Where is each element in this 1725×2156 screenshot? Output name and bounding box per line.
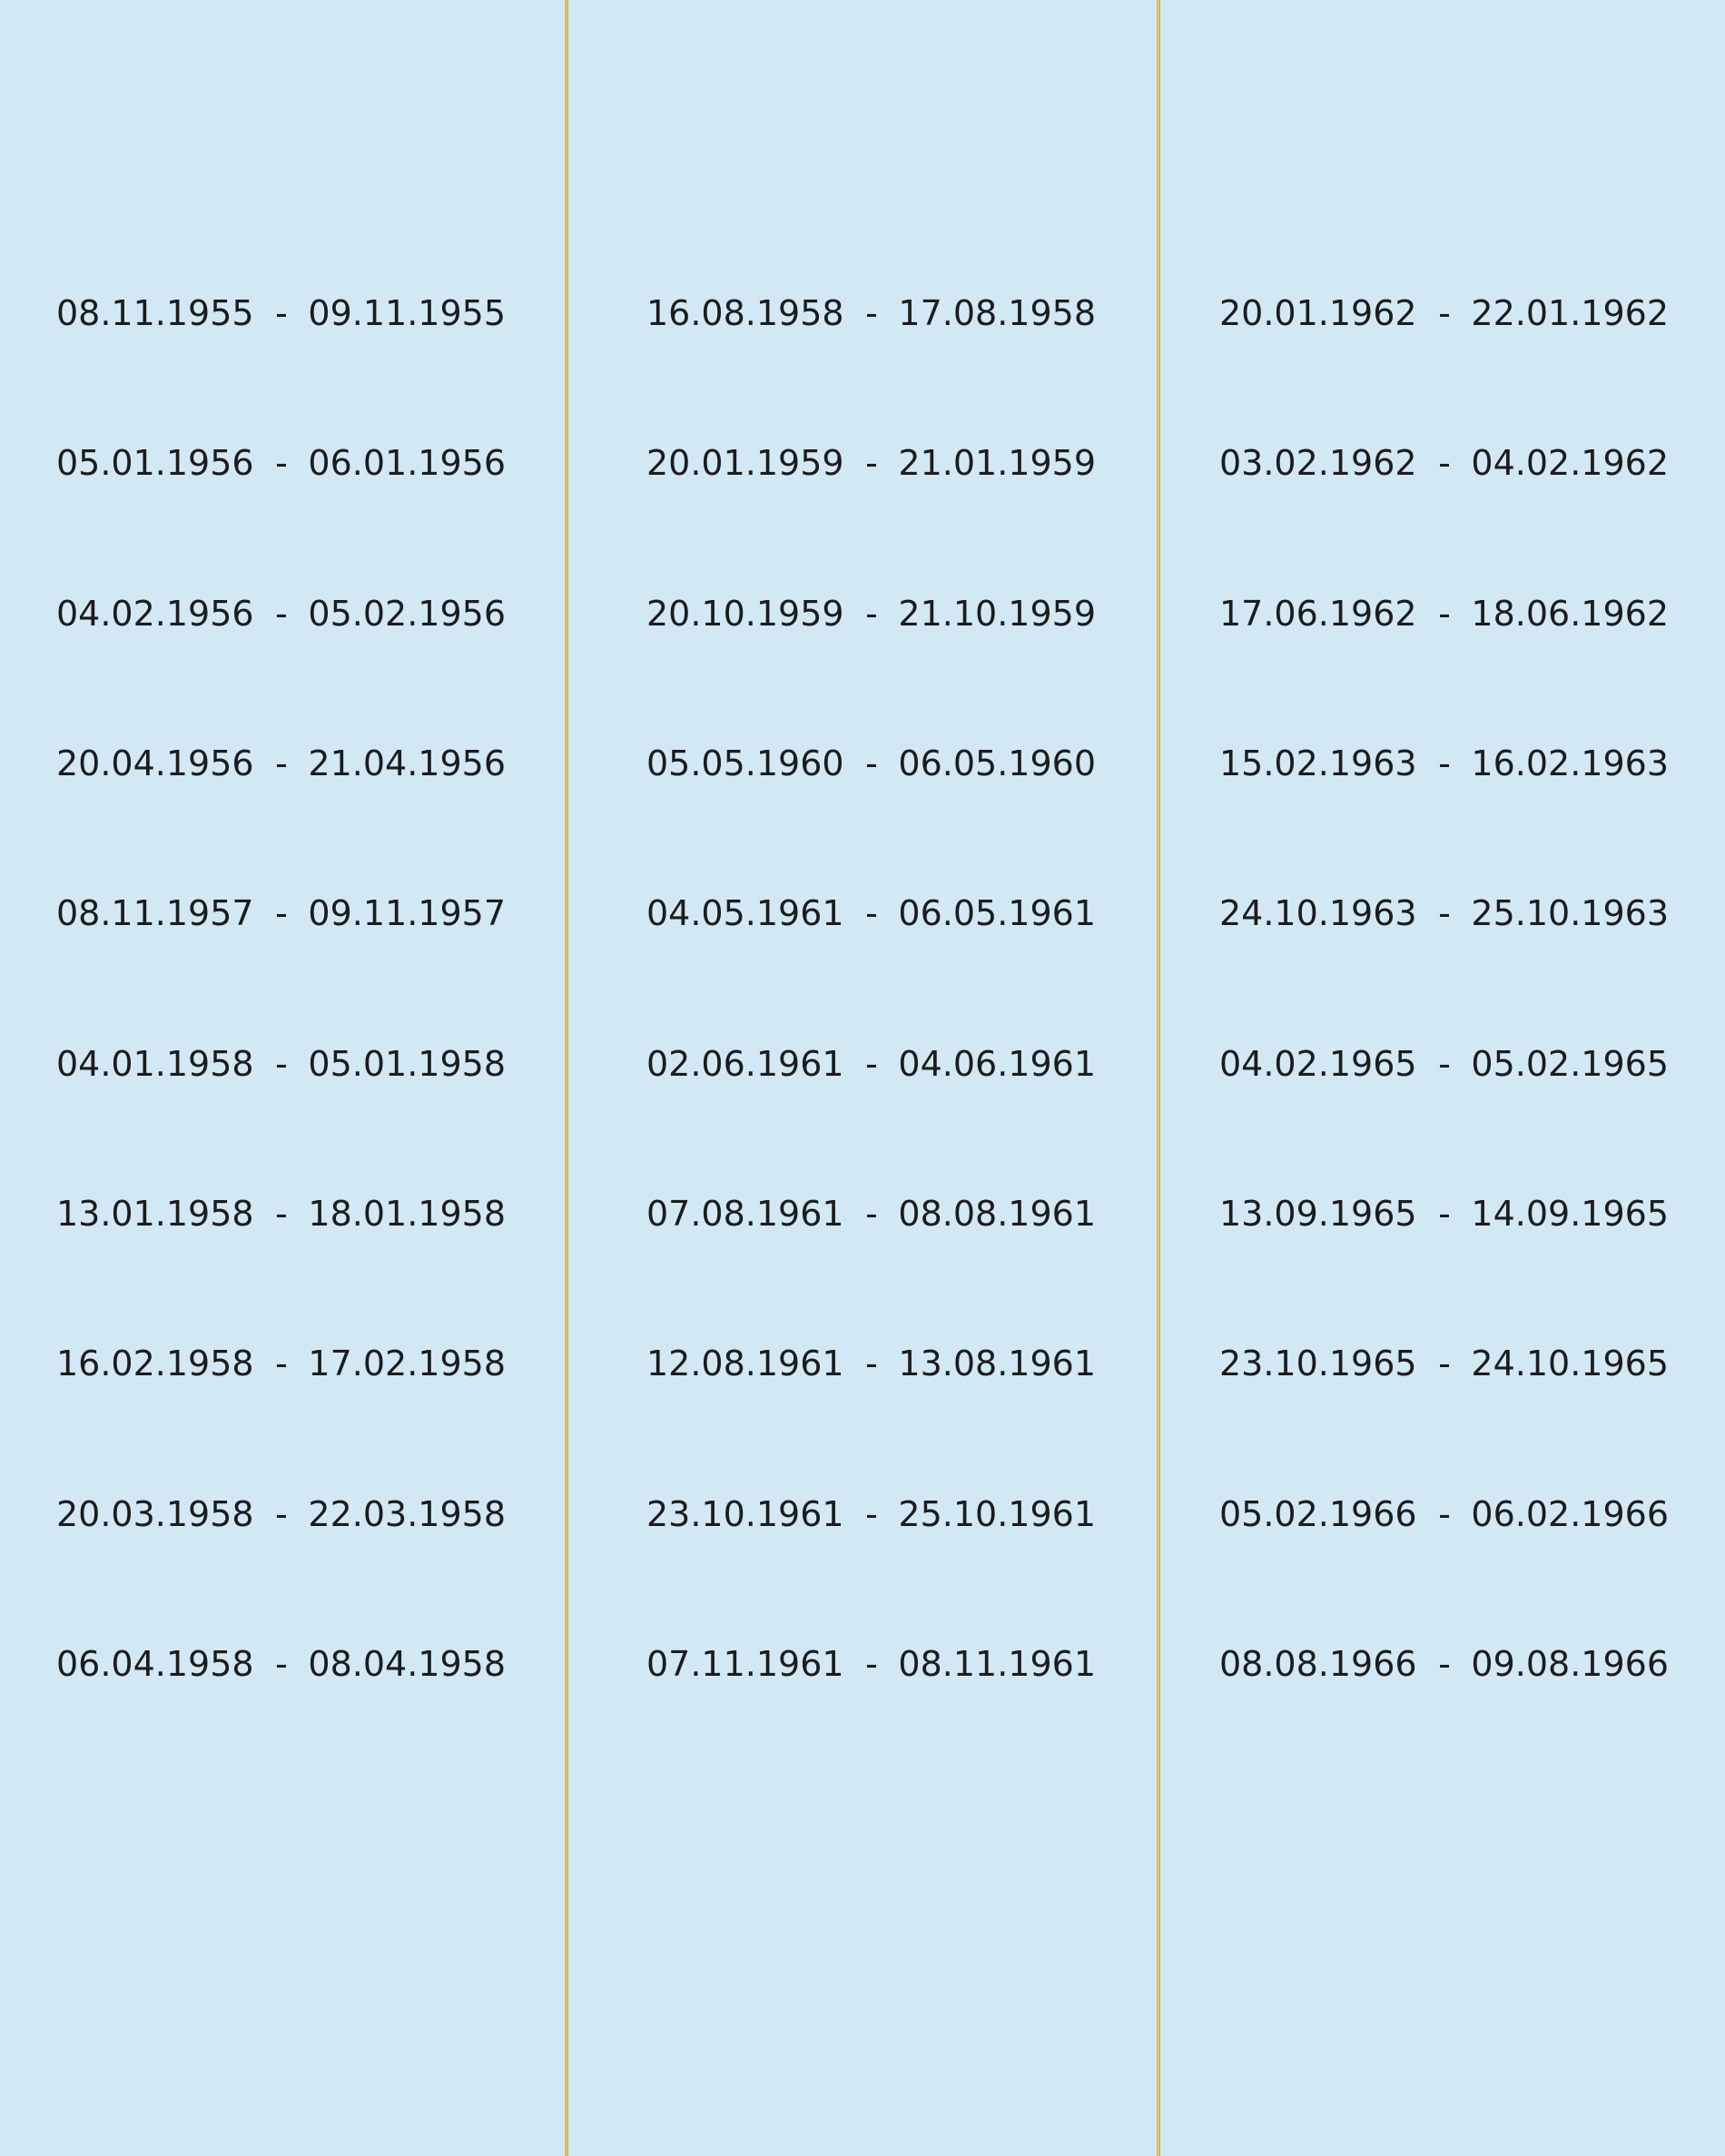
end-date: 09.11.1955 bbox=[308, 293, 506, 333]
range-separator: - bbox=[275, 443, 288, 483]
range-separator: - bbox=[865, 1044, 878, 1084]
start-date: 04.01.1958 bbox=[56, 1044, 254, 1084]
end-date: 21.10.1959 bbox=[898, 594, 1096, 634]
range-separator: - bbox=[275, 1344, 288, 1383]
range-separator: - bbox=[1438, 1344, 1451, 1383]
range-separator: - bbox=[275, 594, 288, 634]
date-range-row bbox=[646, 1637, 1096, 1691]
end-date: 18.01.1958 bbox=[308, 1194, 506, 1234]
start-date: 12.08.1961 bbox=[646, 1344, 844, 1383]
range-separator: - bbox=[1438, 594, 1451, 634]
start-date: 08.08.1966 bbox=[1219, 1644, 1417, 1684]
column-divider-1 bbox=[565, 0, 568, 2156]
end-date: 25.10.1961 bbox=[898, 1494, 1096, 1534]
end-date: 21.01.1959 bbox=[898, 443, 1096, 483]
end-date: 04.02.1962 bbox=[1471, 443, 1669, 483]
end-date: 17.02.1958 bbox=[308, 1344, 506, 1383]
date-range-row bbox=[1219, 1487, 1669, 1541]
date-range-row bbox=[56, 436, 506, 490]
end-date: 05.01.1958 bbox=[308, 1044, 506, 1084]
date-range-row bbox=[646, 1336, 1096, 1391]
date-range-row bbox=[1219, 886, 1669, 940]
range-separator: - bbox=[865, 1494, 878, 1534]
range-separator: - bbox=[865, 1344, 878, 1383]
date-range-row bbox=[646, 886, 1096, 940]
range-separator: - bbox=[275, 1044, 288, 1084]
date-range-row bbox=[56, 1186, 506, 1241]
end-date: 06.05.1960 bbox=[898, 743, 1096, 783]
end-date: 22.03.1958 bbox=[308, 1494, 506, 1534]
date-range-row bbox=[646, 286, 1096, 340]
range-separator: - bbox=[275, 743, 288, 783]
start-date: 07.08.1961 bbox=[646, 1194, 844, 1234]
end-date: 06.05.1961 bbox=[898, 893, 1096, 933]
start-date: 08.11.1955 bbox=[56, 293, 254, 333]
date-range-row bbox=[646, 436, 1096, 490]
date-range-row bbox=[56, 586, 506, 641]
end-date: 06.02.1966 bbox=[1471, 1494, 1669, 1534]
end-date: 08.08.1961 bbox=[898, 1194, 1096, 1234]
date-range-row bbox=[646, 1186, 1096, 1241]
start-date: 03.02.1962 bbox=[1219, 443, 1417, 483]
end-date: 21.04.1956 bbox=[308, 743, 506, 783]
start-date: 02.06.1961 bbox=[646, 1044, 844, 1084]
date-range-row bbox=[646, 1037, 1096, 1091]
end-date: 05.02.1956 bbox=[308, 594, 506, 634]
start-date: 06.04.1958 bbox=[56, 1644, 254, 1684]
range-separator: - bbox=[865, 893, 878, 933]
date-range-row bbox=[1219, 1637, 1669, 1691]
start-date: 05.05.1960 bbox=[646, 743, 844, 783]
date-range-row bbox=[1219, 1037, 1669, 1091]
date-range-row bbox=[56, 286, 506, 340]
date-range-row bbox=[1219, 1186, 1669, 1241]
range-separator: - bbox=[1438, 1644, 1451, 1684]
date-column-3 bbox=[1219, 0, 1669, 2156]
range-separator: - bbox=[1438, 893, 1451, 933]
date-range-row bbox=[56, 1336, 506, 1391]
range-separator: - bbox=[865, 594, 878, 634]
date-range-row bbox=[1219, 736, 1669, 791]
end-date: 13.08.1961 bbox=[898, 1344, 1096, 1383]
end-date: 16.02.1963 bbox=[1471, 743, 1669, 783]
range-separator: - bbox=[865, 743, 878, 783]
start-date: 07.11.1961 bbox=[646, 1644, 844, 1684]
start-date: 16.08.1958 bbox=[646, 293, 844, 333]
start-date: 20.01.1962 bbox=[1219, 293, 1417, 333]
range-separator: - bbox=[275, 1644, 288, 1684]
date-range-row bbox=[646, 736, 1096, 791]
start-date: 24.10.1963 bbox=[1219, 893, 1417, 933]
range-separator: - bbox=[1438, 1044, 1451, 1084]
column-divider-2 bbox=[1157, 0, 1160, 2156]
range-separator: - bbox=[275, 893, 288, 933]
start-date: 05.01.1956 bbox=[56, 443, 254, 483]
date-range-row bbox=[56, 886, 506, 940]
date-range-row bbox=[56, 1037, 506, 1091]
range-separator: - bbox=[1438, 293, 1451, 333]
end-date: 06.01.1956 bbox=[308, 443, 506, 483]
start-date: 04.02.1956 bbox=[56, 594, 254, 634]
start-date: 04.02.1965 bbox=[1219, 1044, 1417, 1084]
end-date: 09.08.1966 bbox=[1471, 1644, 1669, 1684]
start-date: 20.04.1956 bbox=[56, 743, 254, 783]
end-date: 24.10.1965 bbox=[1471, 1344, 1669, 1383]
end-date: 17.08.1958 bbox=[898, 293, 1096, 333]
date-range-row bbox=[56, 1637, 506, 1691]
end-date: 18.06.1962 bbox=[1471, 594, 1669, 634]
range-separator: - bbox=[1438, 1194, 1451, 1234]
start-date: 20.03.1958 bbox=[56, 1494, 254, 1534]
range-separator: - bbox=[865, 293, 878, 333]
range-separator: - bbox=[865, 1194, 878, 1234]
date-column-1 bbox=[56, 0, 506, 2156]
range-separator: - bbox=[275, 1494, 288, 1534]
end-date: 25.10.1963 bbox=[1471, 893, 1669, 933]
date-range-row bbox=[56, 1487, 506, 1541]
end-date: 08.11.1961 bbox=[898, 1644, 1096, 1684]
range-separator: - bbox=[275, 1194, 288, 1234]
end-date: 05.02.1965 bbox=[1471, 1044, 1669, 1084]
range-separator: - bbox=[865, 1644, 878, 1684]
start-date: 13.01.1958 bbox=[56, 1194, 254, 1234]
end-date: 22.01.1962 bbox=[1471, 293, 1669, 333]
date-range-row bbox=[1219, 1336, 1669, 1391]
date-range-row bbox=[1219, 436, 1669, 490]
range-separator: - bbox=[1438, 1494, 1451, 1534]
range-separator: - bbox=[275, 293, 288, 333]
start-date: 17.06.1962 bbox=[1219, 594, 1417, 634]
end-date: 04.06.1961 bbox=[898, 1044, 1096, 1084]
end-date: 09.11.1957 bbox=[308, 893, 506, 933]
range-separator: - bbox=[865, 443, 878, 483]
date-column-2 bbox=[646, 0, 1096, 2156]
date-range-row bbox=[646, 586, 1096, 641]
range-separator: - bbox=[1438, 743, 1451, 783]
date-range-row bbox=[56, 736, 506, 791]
start-date: 16.02.1958 bbox=[56, 1344, 254, 1383]
date-range-row bbox=[646, 1487, 1096, 1541]
date-range-row bbox=[1219, 586, 1669, 641]
start-date: 15.02.1963 bbox=[1219, 743, 1417, 783]
range-separator: - bbox=[1438, 443, 1451, 483]
start-date: 05.02.1966 bbox=[1219, 1494, 1417, 1534]
start-date: 23.10.1965 bbox=[1219, 1344, 1417, 1383]
start-date: 20.01.1959 bbox=[646, 443, 844, 483]
date-range-row bbox=[1219, 286, 1669, 340]
start-date: 08.11.1957 bbox=[56, 893, 254, 933]
start-date: 04.05.1961 bbox=[646, 893, 844, 933]
end-date: 08.04.1958 bbox=[308, 1644, 506, 1684]
start-date: 23.10.1961 bbox=[646, 1494, 844, 1534]
start-date: 13.09.1965 bbox=[1219, 1194, 1417, 1234]
end-date: 14.09.1965 bbox=[1471, 1194, 1669, 1234]
start-date: 20.10.1959 bbox=[646, 594, 844, 634]
